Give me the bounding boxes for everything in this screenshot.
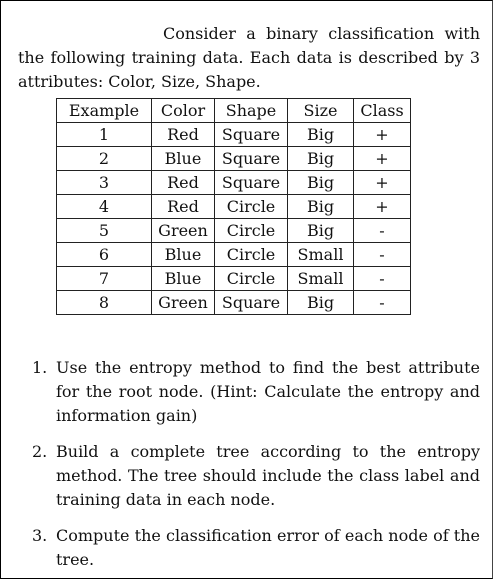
cell-color: Red (152, 123, 215, 147)
table-header-row (57, 99, 411, 123)
cell-color: Red (152, 195, 215, 219)
intro-paragraph: Consider a binary classification with the following training data. Each data is described by 3 attributes: Color, Size, Shape. (18, 24, 480, 91)
cell-size: Big (288, 219, 354, 243)
cell-example: 8 (57, 291, 152, 315)
cell-color: Blue (152, 267, 215, 291)
cell-size: Big (288, 123, 354, 147)
cell-class: - (354, 243, 411, 267)
cell-example: 3 (57, 171, 152, 195)
table-row (57, 171, 411, 195)
question-item (18, 440, 480, 512)
training-data-table (56, 98, 411, 315)
cell-color: Green (152, 291, 215, 315)
cell-shape: Square (215, 147, 288, 171)
cell-example: 1 (57, 123, 152, 147)
cell-class: - (354, 291, 411, 315)
table-row (57, 123, 411, 147)
table-row (57, 147, 411, 171)
cell-shape: Circle (215, 195, 288, 219)
table-row (57, 267, 411, 291)
cell-shape: Circle (215, 219, 288, 243)
header-shape: Shape (215, 99, 288, 123)
cell-color: Blue (152, 243, 215, 267)
question-number: 1. (32, 358, 48, 377)
cell-example: 5 (57, 219, 152, 243)
question-text: Use the entropy method to find the best attribute for the root node. (Hint: Calculate the entropy and information gain) (56, 358, 480, 425)
cell-size: Big (288, 171, 354, 195)
cell-size: Big (288, 195, 354, 219)
question-number: 3. (32, 526, 48, 545)
cell-color: Green (152, 219, 215, 243)
table-row (57, 291, 411, 315)
cell-class: + (354, 171, 411, 195)
header-size: Size (288, 99, 354, 123)
cell-class: + (354, 147, 411, 171)
cell-shape: Circle (215, 243, 288, 267)
cell-color: Blue (152, 147, 215, 171)
header-example: Example (57, 99, 152, 123)
cell-example: 7 (57, 267, 152, 291)
cell-shape: Square (215, 123, 288, 147)
cell-size: Small (288, 267, 354, 291)
table-row (57, 219, 411, 243)
cell-class: - (354, 219, 411, 243)
table-row (57, 195, 411, 219)
cell-size: Big (288, 291, 354, 315)
cell-class: - (354, 267, 411, 291)
header-class: Class (354, 99, 411, 123)
cell-shape: Square (215, 171, 288, 195)
cell-example: 2 (57, 147, 152, 171)
cell-shape: Square (215, 291, 288, 315)
cell-class: + (354, 123, 411, 147)
header-color: Color (152, 99, 215, 123)
question-number: 2. (32, 442, 48, 461)
cell-color: Red (152, 171, 215, 195)
question-text: Build a complete tree according to the entropy method. The tree should include the class label and training data in each node. (56, 442, 480, 509)
cell-class: + (354, 195, 411, 219)
question-item (18, 524, 480, 572)
cell-example: 6 (57, 243, 152, 267)
cell-shape: Circle (215, 267, 288, 291)
question-list (18, 356, 480, 584)
question-text: Compute the classification error of each node of the tree. (56, 526, 480, 569)
cell-size: Big (288, 147, 354, 171)
cell-size: Small (288, 243, 354, 267)
question-item (18, 356, 480, 428)
cell-example: 4 (57, 195, 152, 219)
table-row (57, 243, 411, 267)
